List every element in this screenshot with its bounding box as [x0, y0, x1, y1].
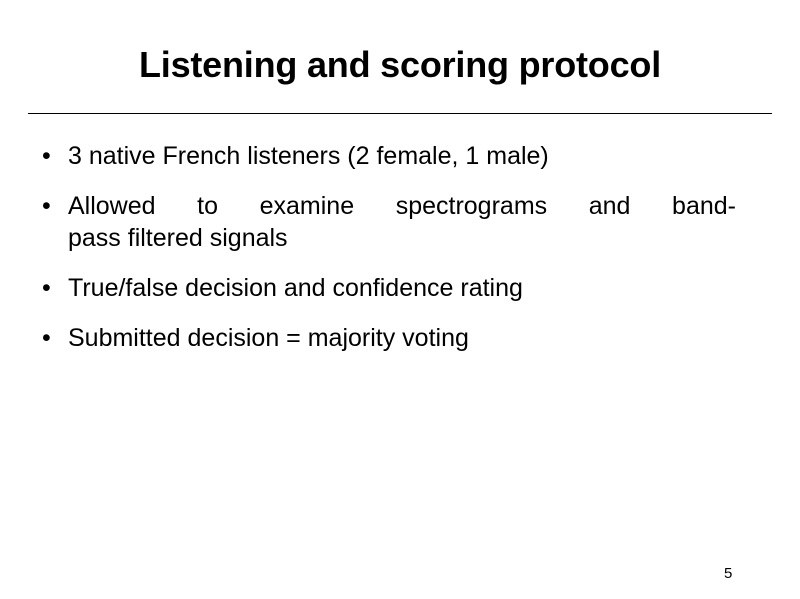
- list-item: [36, 272, 736, 304]
- page-number: 5: [724, 565, 733, 582]
- list-item-text-line-2: pass filtered signals: [68, 224, 288, 252]
- bullet-list: [36, 140, 736, 372]
- list-item: [36, 140, 736, 172]
- bullet-marker-icon: •: [42, 192, 51, 220]
- page-title: Listening and scoring protocol: [138, 44, 661, 85]
- title-divider: [28, 113, 772, 114]
- list-item-text: 3 native French listeners (2 female, 1 male): [68, 142, 549, 170]
- list-item-text: Submitted decision = majority voting: [68, 324, 469, 352]
- bullet-marker-icon: •: [42, 324, 51, 352]
- list-item-text: True/false decision and confidence rating: [68, 274, 523, 302]
- list-item: [36, 322, 736, 354]
- bullet-marker-icon: •: [42, 142, 51, 170]
- list-item-text-line-1: Allowed to examine spectrograms and band-: [68, 192, 736, 220]
- list-item: [36, 190, 736, 254]
- bullet-marker-icon: •: [42, 274, 51, 302]
